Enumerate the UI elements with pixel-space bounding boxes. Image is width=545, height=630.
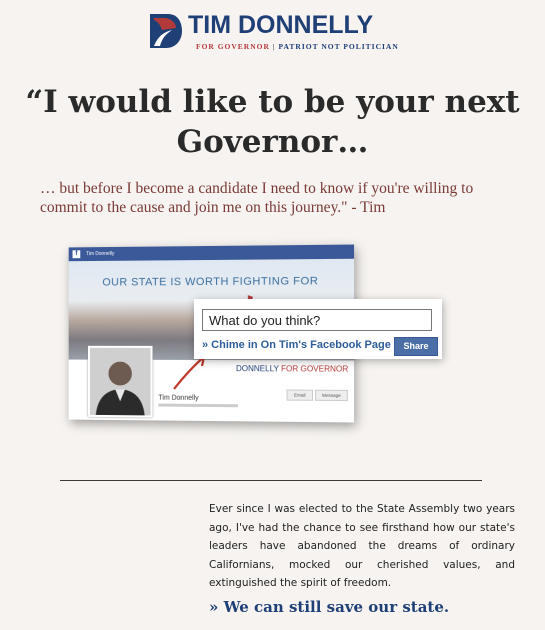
tagline-left: FOR GOVERNOR bbox=[196, 42, 270, 51]
facebook-message-button: Message bbox=[315, 390, 348, 401]
facebook-icon: f bbox=[73, 250, 81, 258]
brand-name: TIM DONNELLY bbox=[188, 11, 374, 39]
facebook-brand-text bbox=[236, 364, 348, 374]
call-to-action: » We can still save our state. bbox=[209, 598, 450, 616]
cover-text: OUR STATE IS WORTH FIGHTING FOR bbox=[102, 275, 319, 289]
tagline-right: PATRIOT NOT POLITICIAN bbox=[278, 42, 399, 51]
facebook-profile-name: Tim Donnelly bbox=[158, 394, 199, 402]
headline-line-1: “I would like to be your next bbox=[25, 84, 520, 120]
subheadline: … but before I become a candidate I need to know if you're willing to commit to the cause and join me on this journey." - Tim bbox=[40, 180, 474, 216]
headline bbox=[0, 82, 545, 162]
logo-icon bbox=[148, 10, 184, 50]
facebook-comment-callout bbox=[194, 299, 442, 359]
header bbox=[148, 10, 398, 56]
facebook-page-label: Tim Donnelly bbox=[86, 250, 115, 258]
body-paragraph: Ever since I was elected to the State Assembly two years ago, I've had the chance to see firsthand how our state's leaders have abandoned the dreams of ordinary Californians, mocked our cherished values, and extinguished the spirit of freedom. bbox=[209, 503, 515, 589]
tagline-separator: | bbox=[272, 42, 276, 51]
brand-text-right: FOR GOVERNOR bbox=[281, 364, 349, 374]
brand-text-left: DONNELLY bbox=[236, 364, 279, 374]
comment-input[interactable]: What do you think? bbox=[202, 309, 432, 331]
facebook-email-button: Email bbox=[287, 390, 313, 401]
facebook-profile-meta bbox=[158, 404, 238, 408]
headline-line-2: Governor… bbox=[176, 124, 369, 160]
divider bbox=[60, 480, 482, 481]
facebook-page-link[interactable]: » Chime in On Tim's Facebook Page bbox=[202, 339, 391, 351]
tagline bbox=[196, 42, 399, 51]
profile-photo bbox=[88, 346, 152, 418]
person-icon bbox=[90, 348, 151, 416]
share-button[interactable]: Share bbox=[394, 337, 438, 356]
